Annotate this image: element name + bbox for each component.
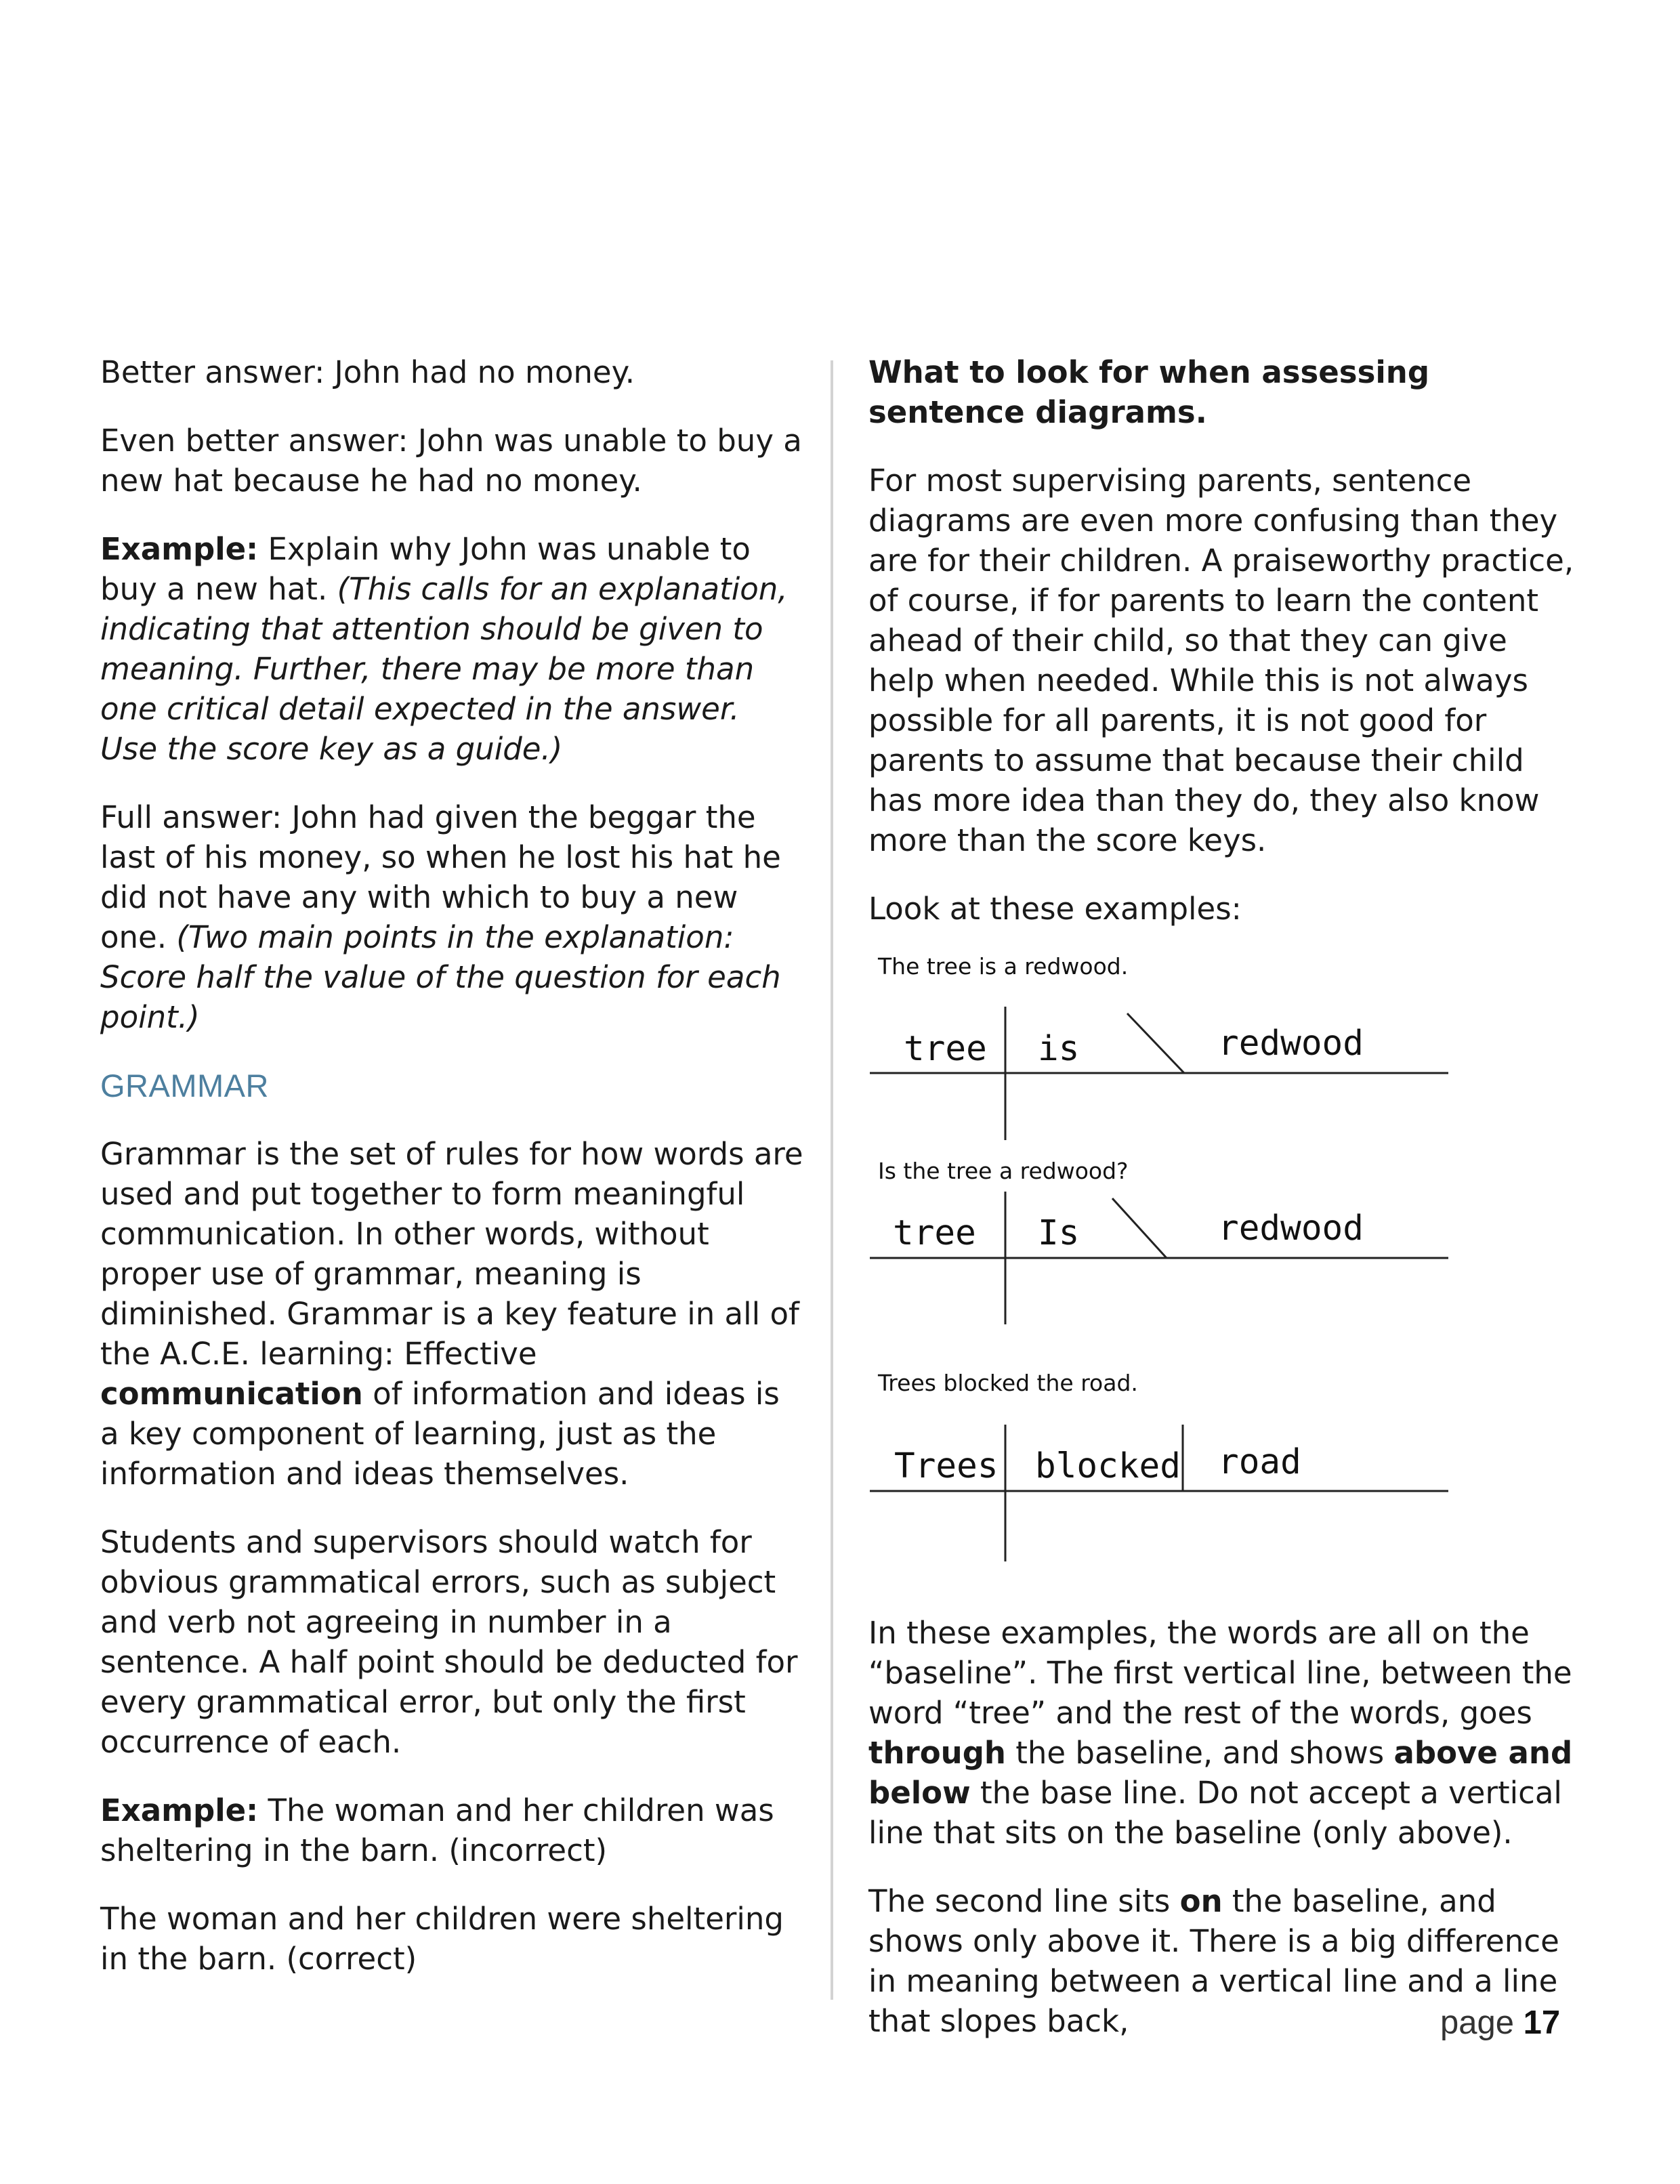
diagram-word-subject: tree	[893, 1213, 976, 1253]
grammar-text-part: Grammar is the set of rules for how words are used and put together to form meaningful communication. In other words, without proper use of grammar, meaning is diminished. Grammar is a key feature in all of the A.C.E. learning: Effective	[100, 1136, 803, 1372]
sentence-diagrams	[862, 942, 1458, 1566]
diagram-word-subject: tree	[904, 1029, 987, 1069]
diagram-word-verb: Is	[1038, 1213, 1080, 1253]
diagram-word-object: road	[1218, 1442, 1301, 1482]
example-label: Example:	[100, 1792, 259, 1828]
diagram-section-heading	[868, 352, 1580, 432]
diagram-word-subject: Trees	[894, 1446, 999, 1486]
diagram-word-verb: is	[1038, 1029, 1080, 1069]
grammar-heading: GRAMMAR	[100, 1068, 269, 1104]
diagram-word-complement: redwood	[1218, 1209, 1364, 1248]
example-note: (This calls for an explanation, indicating that attention should be given to meaning. Further, there may be more than one critical detail expected in the answer. Use the score key as a guide.)	[100, 571, 788, 767]
example-correct-sentence: The woman and her children were sheltering in the barn. (correct)	[100, 1901, 784, 1977]
baseline-text-part: In these examples, the words are all on the “baseline”. The first vertical line, between the word “tree” and the rest of the words, goes	[868, 1615, 1572, 1731]
page-number	[1440, 2004, 1560, 2042]
even-better-answer: Even better answer: John was unable to buy a new hat because he had no money.	[100, 423, 802, 499]
left-column	[100, 352, 805, 2007]
second-line-text-part: The second line sits	[868, 1883, 1180, 1919]
page-label: page	[1440, 2004, 1524, 2041]
example-incorrect-text: The woman and her children was sheltering in the barn. (incorrect)	[100, 1792, 774, 1868]
better-answer: Better answer: John had no money.	[100, 354, 635, 390]
page-number-value: 17	[1523, 2004, 1561, 2041]
complement-slant-2	[1112, 1198, 1167, 1258]
second-line-text-part: the baseline, and shows only above it. There is a big difference in meaning between a vertical line and a line that slopes back,	[868, 1883, 1559, 2039]
full-answer-paragraph	[100, 797, 805, 1037]
example-text: Explain why John was unable to buy a new hat.	[100, 531, 751, 607]
example-label: Example:	[100, 531, 259, 567]
baseline-text-part: the baseline, and shows	[1005, 1735, 1394, 1771]
diagram-heading-text: What to look for when assessing sentence diagrams.	[868, 354, 1430, 430]
example-incorrect-paragraph	[100, 1790, 805, 1870]
on-bold: on	[1179, 1883, 1223, 1919]
full-answer-note: (Two main points in the explanation: Score half the value of the question for each point.)	[100, 919, 781, 1035]
diagram-word-complement: redwood	[1218, 1024, 1364, 1064]
communication-bold: communication	[100, 1376, 363, 1412]
baseline-text-part: the base line. Do not accept a vertical line that sits on the baseline (only above).	[868, 1775, 1562, 1851]
look-intro: Look at these examples:	[868, 891, 1242, 927]
column-divider	[831, 360, 833, 2000]
right-column	[868, 352, 1580, 2070]
grammar-errors-paragraph: Students and supervisors should watch for obvious grammatical errors, such as subject and verb not agreeing in number in a sentence. A half point should be deducted for every grammatical error, but only the first occurrence of each.	[100, 1524, 798, 1760]
parents-paragraph: For most supervising parents, sentence diagrams are even more confusing than they are for their children. A praiseworthy practice, of course, if for parents to learn the content ahead of their child, so that they can give help when needed. While this is not always possible for all parents, it is not good for parents to assume that because their child has more idea than they do, they also know more than the score keys.	[868, 463, 1574, 858]
baseline-explanation-paragraph	[868, 1613, 1580, 1853]
diagram-word-verb: blocked	[1035, 1446, 1181, 1486]
grammar-text-part: of information and ideas is a key component of learning, just as the information and ideas themselves.	[100, 1376, 780, 1492]
above-below-bold: above and below	[868, 1735, 1573, 1811]
full-answer-text: Full answer: John had given the beggar the last of his money, so when he lost his hat he did not have any with which to buy a new one.	[100, 799, 781, 955]
through-bold: through	[868, 1735, 1006, 1771]
complement-slant-1	[1127, 1013, 1184, 1073]
grammar-definition-paragraph	[100, 1134, 805, 1494]
diagram-caption: The tree is a redwood.	[878, 953, 1129, 980]
diagram-caption: Trees blocked the road.	[878, 1370, 1138, 1396]
diagram-caption: Is the tree a redwood?	[878, 1158, 1129, 1184]
example-explain-paragraph	[100, 529, 805, 769]
